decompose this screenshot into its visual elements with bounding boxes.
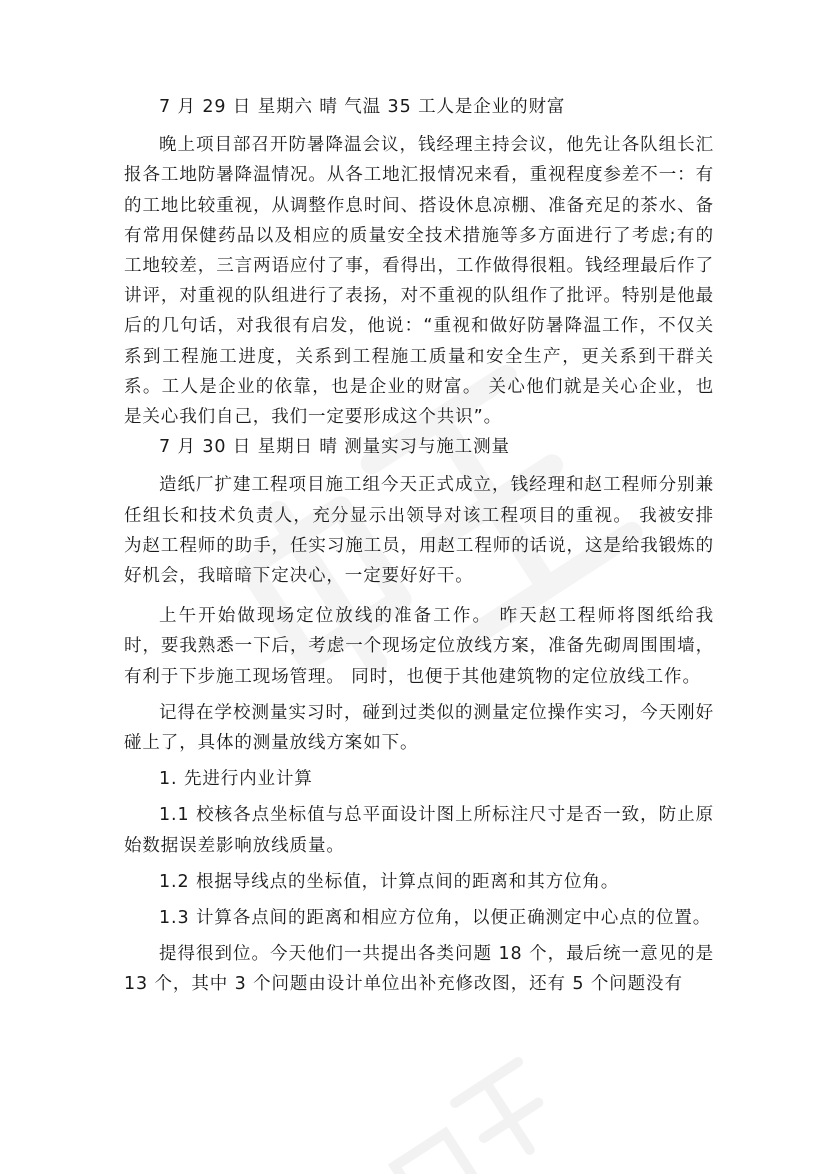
paragraph: 上午开始做现场定位放线的准备工作。 昨天赵工程师将图纸给我时，要我熟悉一下后，考虑一个现场定位放线方案，准备先砌周围围墙，有利于下步施工现场管理。 同时，也便于其他建筑物的定位放线工作。	[124, 606, 714, 687]
paragraph: 记得在学校测量实习时，碰到过类似的测量定位操作实习，今天刚好碰上了，具体的测量放线方案如下。	[124, 702, 714, 754]
paragraph: 造纸厂扩建工程项目施工组今天正式成立，钱经理和赵工程师分别兼任组长和技术负责人，充分显示出领导对该工程项目的重视。 我被安排为赵工程师的助手，任实习施工员，用赵工程师的话说，这是给我锻炼的好机会，我暗暗下定决心，一定要好好干。	[124, 475, 714, 587]
paragraph: 晚上项目部召开防暑降温会议，钱经理主持会议，他先让各队组长汇报各工地防暑降温情况。从各工地汇报情况来看，重视程度参差不一：有的工地比较重视，从调整作息时间、搭设休息凉棚、准备充足的茶水、备有常用保健药品以及相应的质量安全技术措施等多方面进行了考虑;有的工地较差，三言两语应付了事，看得出，工作做得很粗。钱经理最后作了讲评，对重视的队组进行了表扬，对不重视的队组作了批评。特别是他最后的几句话，对我很有启发，他说：“重视和做好防暑降温工作，不仅关系到工程施工进度，关系到工程施工质量和安全生产，更关系到干群关系。工人是企业的依靠，也是企业的财富。 关心他们就是关心企业，也是关心我们自己，我们一定要形成这个共识”。	[124, 135, 714, 428]
paragraph: 提得很到位。今天他们一共提出各类问题 18 个，最后统一意见的是 13 个，其中 3 个问题由设计单位出补充修改图，还有 5 个问题没有	[124, 944, 714, 995]
list-item: 1.3 计算各点间的距离和相应方位角，以便正确测定中心点的位置。	[159, 908, 712, 929]
document-body	[124, 92, 714, 1000]
list-item-heading: 1. 先进行内业计算	[159, 769, 313, 790]
watermark-corner	[365, 1040, 576, 1174]
list-item: 1.2 根据导线点的坐标值，计算点间的距离和其方位角。	[159, 871, 620, 892]
list-item: 1.1 校核各点坐标值与总平面设计图上所标注尺寸是否一致，防止原始数据误差影响放线质量。	[124, 805, 714, 856]
entry-heading-july-29: 7 月 29 日 星期六 晴 气温 35 工人是企业的财富	[159, 97, 566, 117]
entry-heading-july-30: 7 月 30 日 星期日 晴 测量实习与施工测量	[159, 437, 510, 458]
